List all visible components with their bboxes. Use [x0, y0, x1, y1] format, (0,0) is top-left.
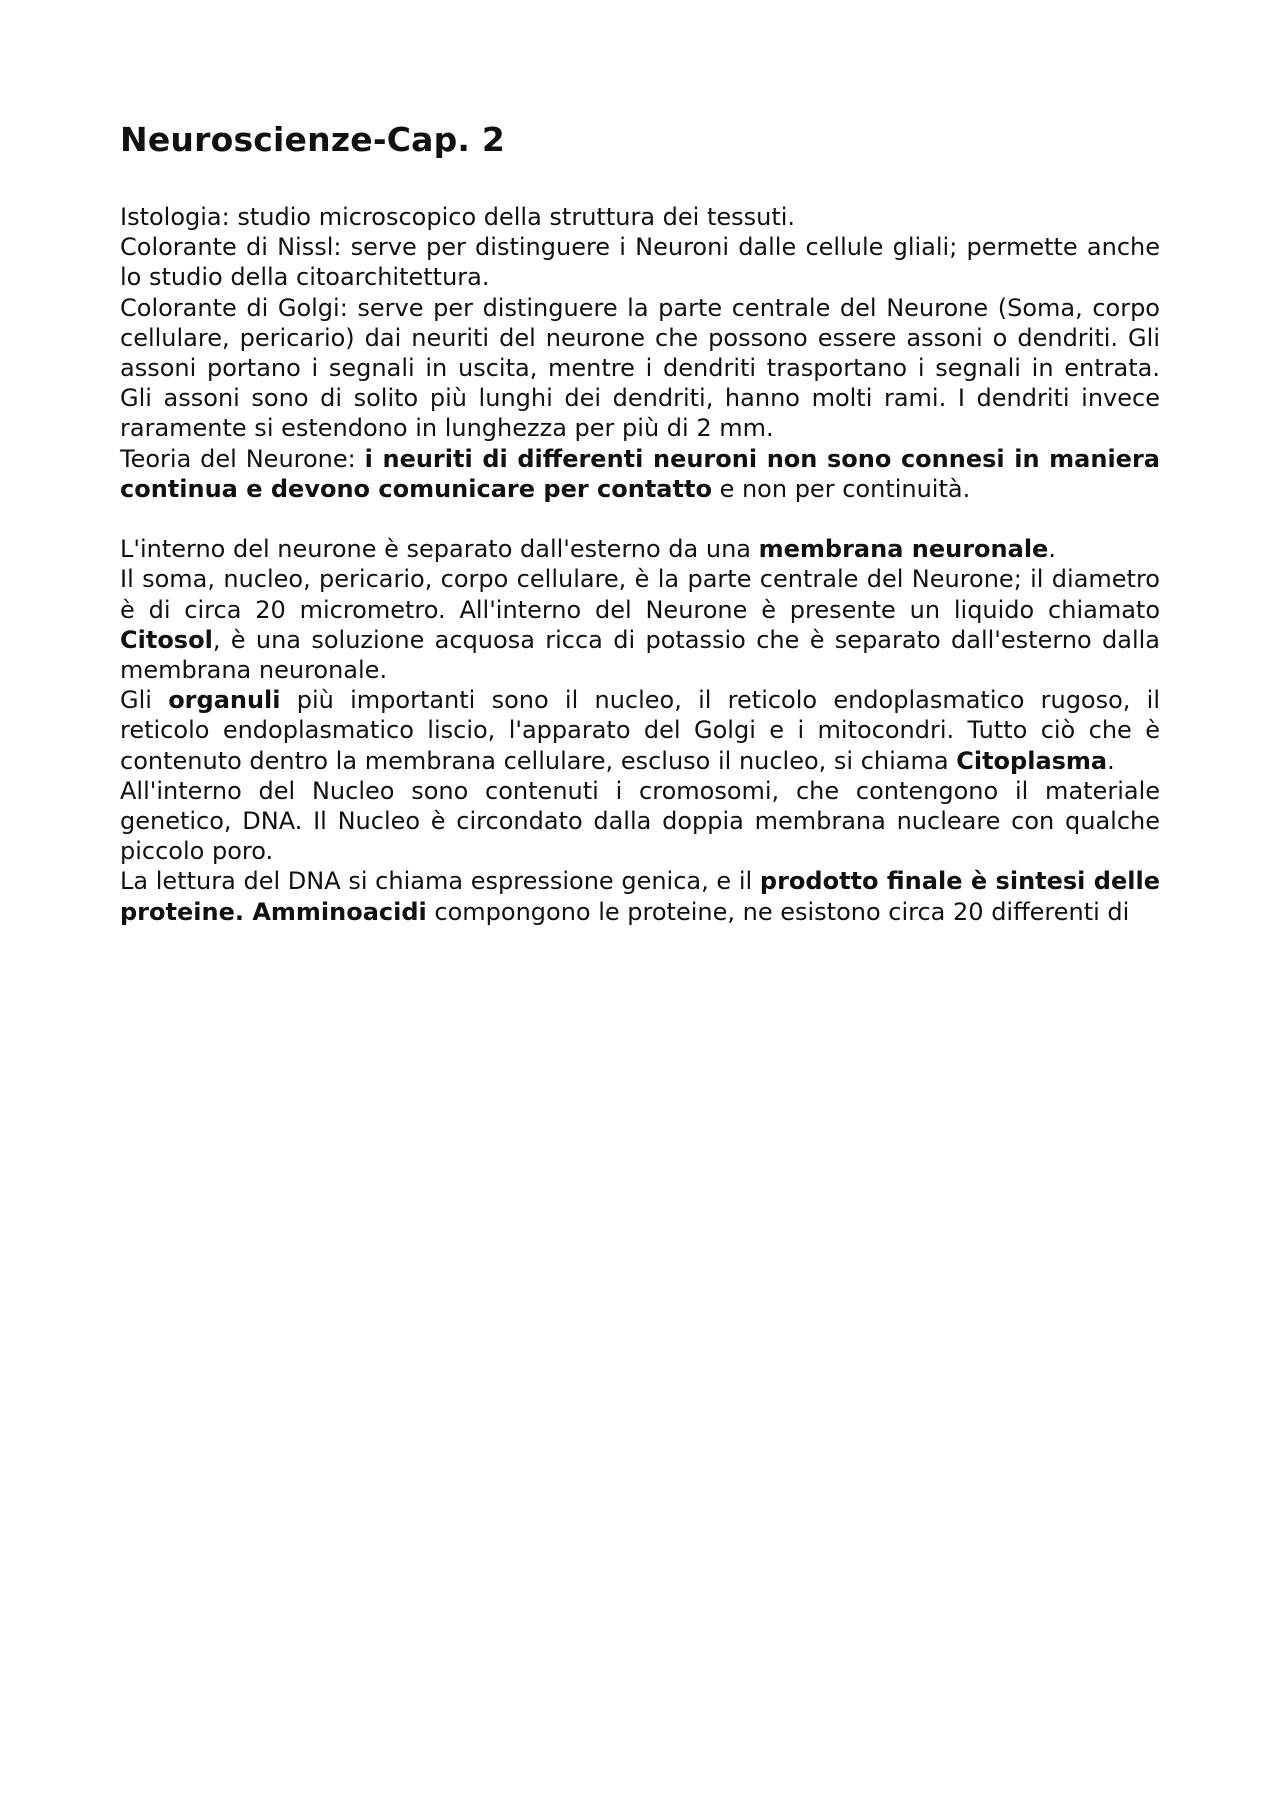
paragraph-nucleo: All'interno del Nucleo sono contenuti i cromosomi, che contengono il materiale genetico, DNA. Il Nucleo è circondato dalla doppia membrana nucleare con qualche piccolo poro.	[120, 776, 1160, 866]
text-run: La lettura del DNA si chiama espressione genica, e il	[120, 867, 760, 896]
text-run: Gli	[120, 686, 169, 715]
text-run: e non per continuità.	[711, 474, 971, 503]
paragraph-istologia: Istologia: studio microscopico della struttura dei tessuti.	[120, 203, 796, 231]
text-run: Teoria del Neurone:	[120, 444, 365, 473]
text-run: .	[1048, 535, 1056, 564]
paragraph-assoni: Gli assoni sono di solito più lunghi dei dendriti, hanno molti rami. I dendriti invece raramente si estendono in lunghezza per più di 2 mm.	[120, 384, 1160, 443]
paragraph-soma	[120, 564, 1160, 685]
text-run: .	[1107, 746, 1115, 775]
text-run: L'interno del neurone è separato dall'esterno da una	[120, 535, 759, 564]
paragraph-membrana	[120, 534, 1160, 564]
paragraph-organuli	[120, 685, 1160, 776]
text-run: più importanti sono il nucleo, il reticolo endoplasmatico rugoso, il reticolo endoplasmatico liscio, l'apparato del Golgi e i mitocondri. Tutto ciò che è contenuto dentro la membrana cellulare, escluso il nucleo, si chiama	[120, 686, 1161, 775]
document-title: Neuroscienze-Cap. 2	[120, 120, 506, 159]
bold-text: organuli	[168, 686, 281, 715]
text-run: Il soma, nucleo, pericario, corpo cellulare, è la parte centrale del Neurone; il diametro è di circa 20 micrometro. All'interno del Neurone è presente un liquido chiamato	[120, 565, 1160, 624]
document-body	[120, 202, 1160, 927]
bold-text: Citosol	[120, 625, 213, 654]
bold-text: membrana neuronale	[758, 535, 1049, 564]
bold-text: prodotto finale è sintesi delle proteine. Amminoacidi	[120, 867, 1160, 926]
bold-text: i neuriti di differenti neuroni non sono connesi in maniera continua e devono comunicare per contatto	[120, 444, 1160, 503]
paragraph-nissl: Colorante di Nissl: serve per distinguere i Neuroni dalle cellule gliali; permette anche lo studio della citoarchitettura.	[120, 233, 1160, 292]
paragraph-golgi: Colorante di Golgi: serve per distinguere la parte centrale del Neurone (Soma, corpo cellulare, pericario) dai neuriti del neurone che possono essere assoni o dendriti. Gli assoni portano i segnali in uscita, mentre i dendriti trasportano i segnali in entrata.	[120, 293, 1160, 383]
text-run: , è una soluzione acquosa ricca di potassio che è separato dall'esterno dalla membrana neuronale.	[120, 625, 1160, 685]
paragraph-spacer	[120, 504, 1160, 534]
paragraph-dna	[120, 866, 1160, 926]
bold-text: Citoplasma	[956, 746, 1108, 775]
text-run: compongono le proteine, ne esistono circa 20 differenti di	[426, 897, 1130, 926]
paragraph-teoria-neurone	[120, 444, 1160, 504]
